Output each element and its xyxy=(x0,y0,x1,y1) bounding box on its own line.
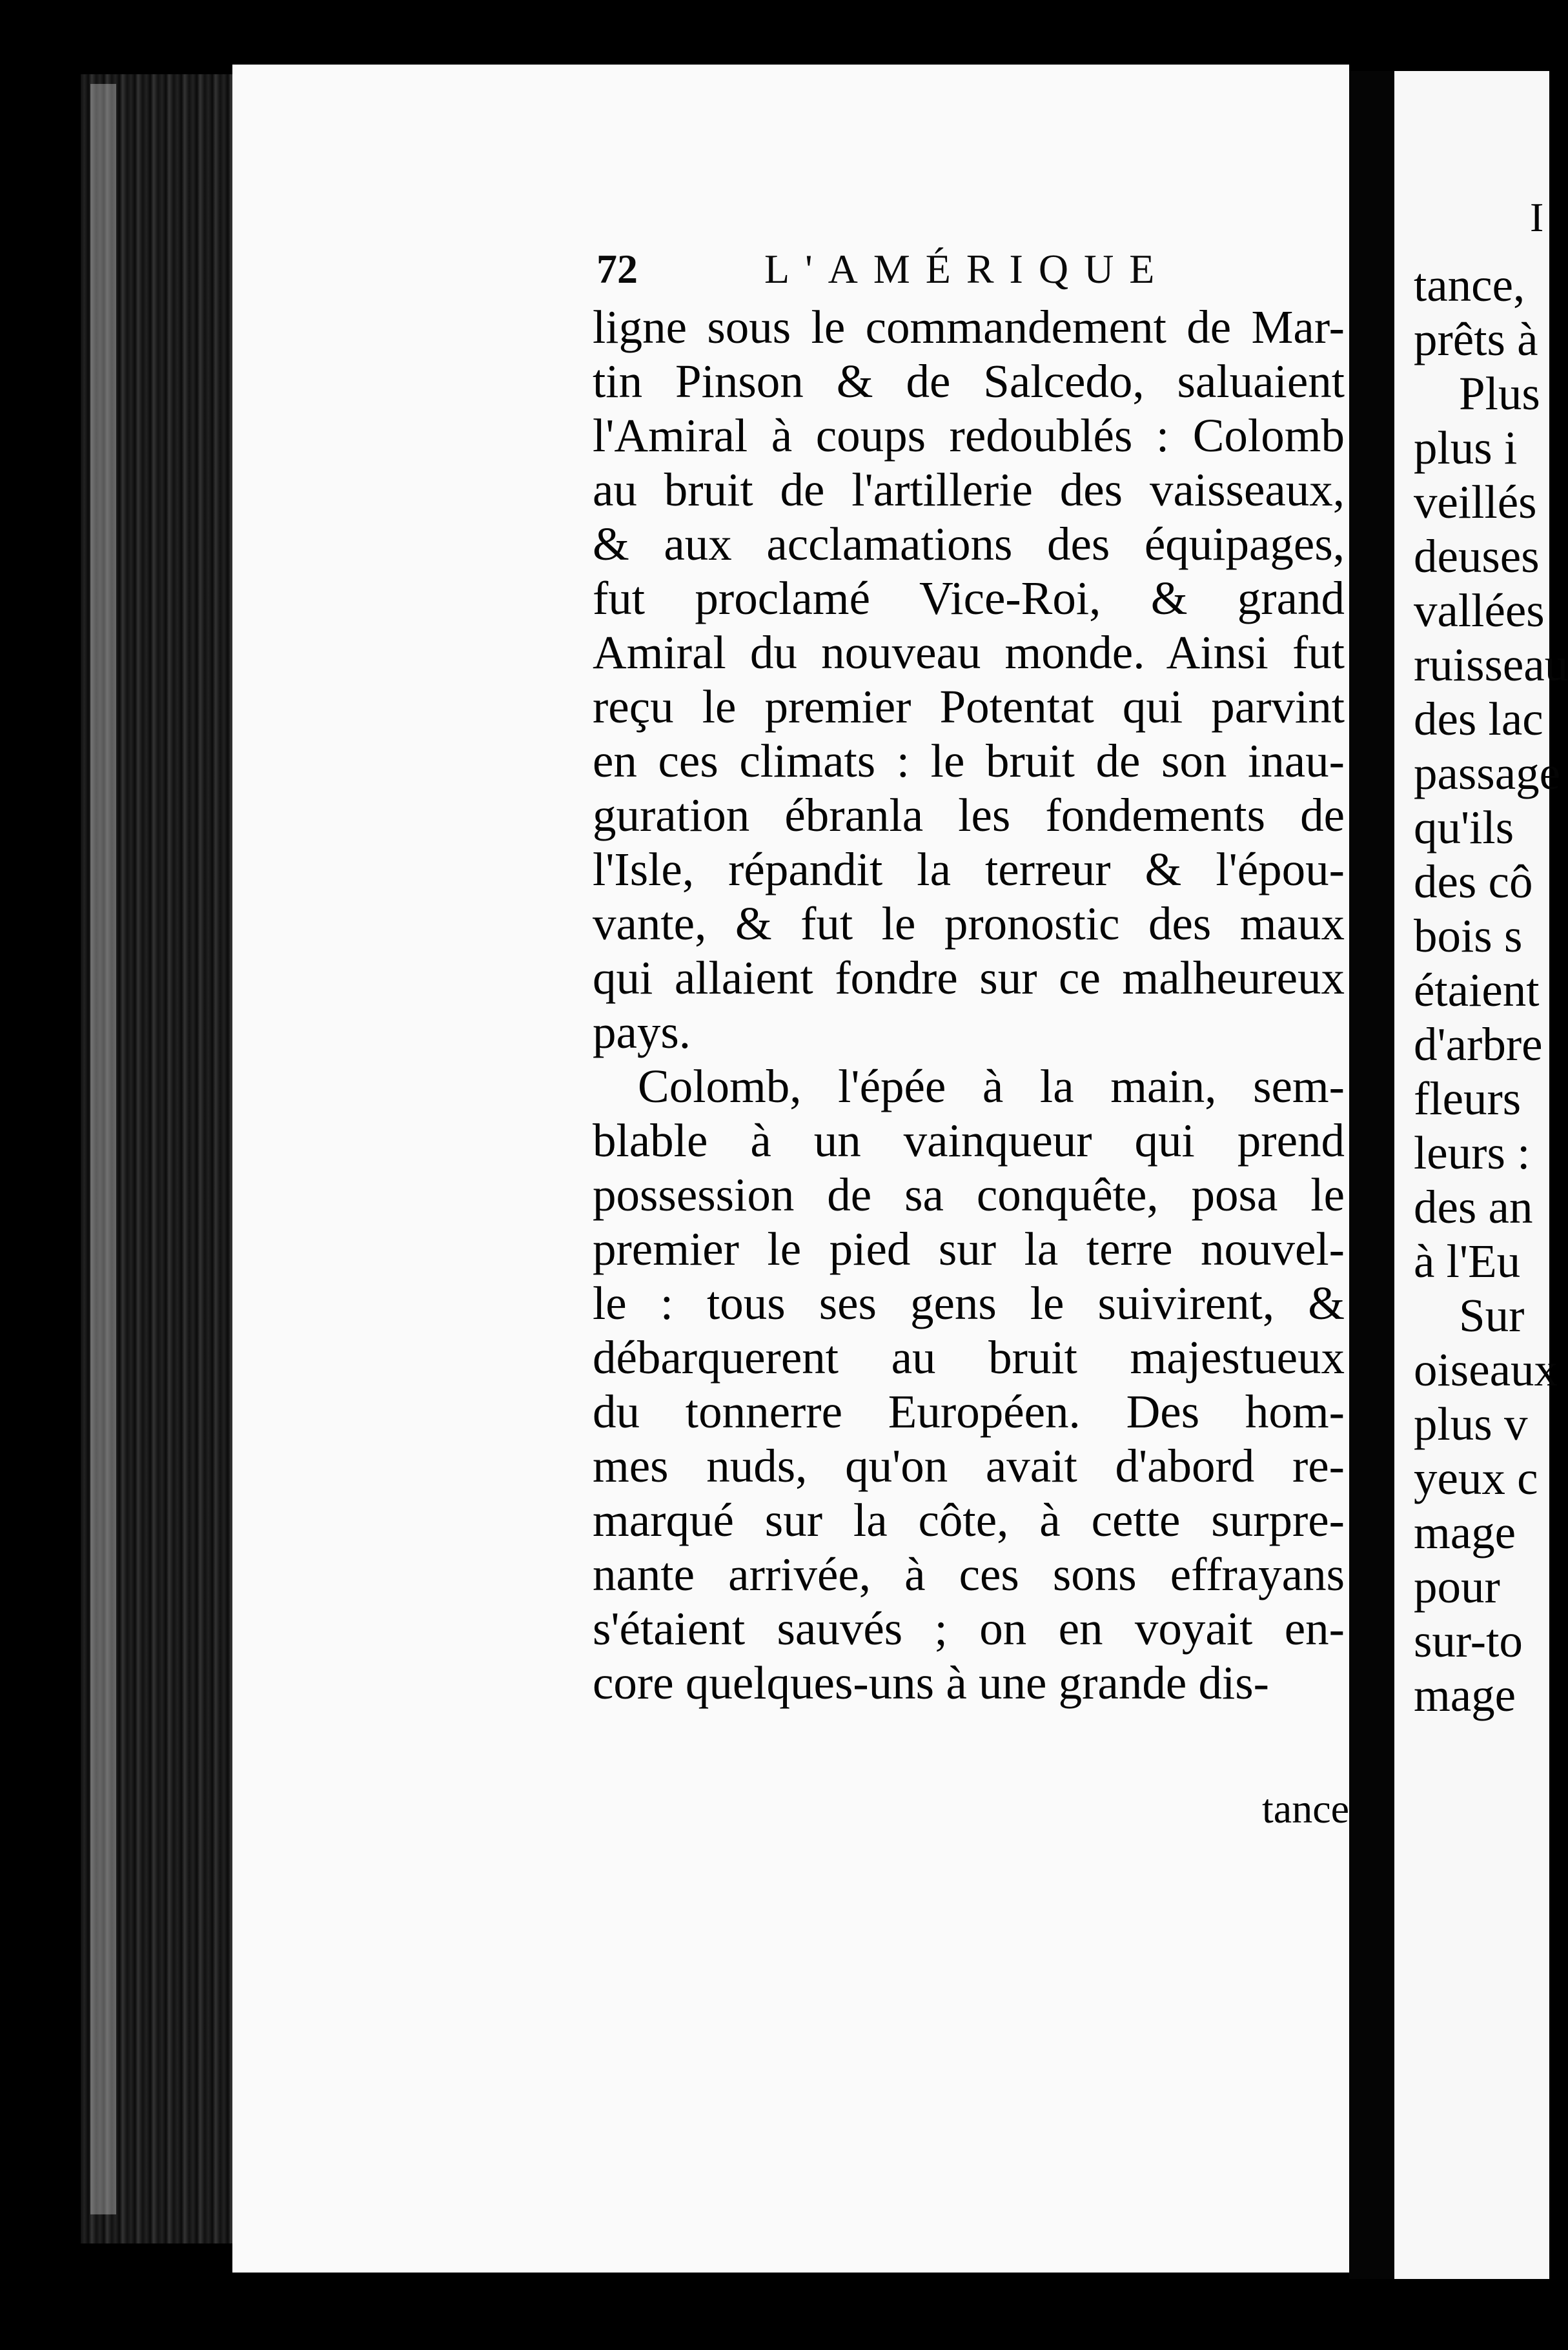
book-gutter xyxy=(1349,71,1394,2279)
right-text-line: tance, xyxy=(1414,259,1525,311)
right-text-line: pour xyxy=(1414,1560,1500,1613)
right-text-line: sur-to xyxy=(1414,1615,1523,1667)
text-line: guration ébranla les fondements de xyxy=(593,789,1345,841)
text-line: marqué sur la côte, à cette surpre- xyxy=(593,1494,1345,1546)
text-line: en ces climats : le bruit de son inau- xyxy=(593,735,1345,787)
text-line: pays. xyxy=(593,1006,691,1058)
text-line: Colomb, l'épée à la main, sem- xyxy=(638,1060,1345,1112)
right-text-line: plus i xyxy=(1414,422,1518,474)
running-head xyxy=(596,242,1339,303)
right-text-line: mage xyxy=(1414,1669,1516,1721)
left-page-text xyxy=(593,300,1345,1710)
page-edge-highlight xyxy=(90,84,116,2214)
right-text-line: à l'Eu xyxy=(1414,1235,1521,1287)
text-line: core quelques-uns à une grande dis- xyxy=(593,1657,1269,1709)
right-text-line: d'arbre xyxy=(1414,1018,1543,1070)
right-text-line: étaient xyxy=(1414,964,1540,1016)
right-text-line: ruisseau xyxy=(1414,639,1568,691)
right-text-line: veillés xyxy=(1414,476,1537,528)
text-line: mes nuds, qu'on avait d'abord re- xyxy=(593,1440,1345,1492)
text-line: débarquerent au bruit majestueux xyxy=(593,1331,1345,1384)
text-line: s'étaient sauvés ; on en voyait en- xyxy=(593,1602,1345,1655)
right-text-line: oiseaux xyxy=(1414,1344,1558,1396)
text-line: Amiral du nouveau monde. Ainsi fut xyxy=(593,626,1345,679)
text-line: nante arrivée, à ces sons effrayans xyxy=(593,1548,1345,1600)
text-line: l'Isle, répandit la terreur & l'épou- xyxy=(593,843,1345,895)
text-line: blable à un vainqueur qui prend xyxy=(593,1114,1345,1167)
text-line: possession de sa conquête, posa le xyxy=(593,1169,1345,1221)
text-line: qui allaient fondre sur ce malheureux xyxy=(593,952,1345,1004)
right-text-line: Plus xyxy=(1459,367,1540,420)
text-line: vante, & fut le pronostic des maux xyxy=(593,897,1345,950)
right-text-line: passage xyxy=(1414,747,1561,799)
right-text-line: des lac xyxy=(1414,693,1543,745)
text-line: du tonnerre Européen. Des hom- xyxy=(593,1385,1345,1438)
right-text-line: deuses xyxy=(1414,530,1540,582)
text-line: l'Amiral à coups redoublés : Colomb xyxy=(593,409,1345,462)
right-page-header-fragment: I xyxy=(1530,194,1544,240)
right-text-line: vallées xyxy=(1414,584,1545,637)
text-line: au bruit de l'artillerie des vaisseaux, xyxy=(593,464,1345,516)
text-line: fut proclamé Vice-Roi, & grand xyxy=(593,572,1345,624)
text-line: premier le pied sur la terre nouvel- xyxy=(593,1223,1345,1275)
text-line: ligne sous le commandement de Mar- xyxy=(593,301,1345,353)
right-text-line: yeux c xyxy=(1414,1452,1538,1504)
right-text-line: plus v xyxy=(1414,1398,1528,1450)
right-text-line: Sur xyxy=(1459,1289,1525,1342)
right-page-text xyxy=(1414,258,1568,1722)
right-text-line: leurs : xyxy=(1414,1127,1531,1179)
right-text-line: des cô xyxy=(1414,855,1533,908)
right-text-line: prêts à xyxy=(1414,313,1538,365)
running-title: L'AMÉRIQUE xyxy=(764,246,1170,292)
right-text-line: fleurs xyxy=(1414,1072,1522,1125)
page-number: 72 xyxy=(596,246,638,292)
right-text-line: mage xyxy=(1414,1506,1516,1558)
text-line: le : tous ses gens le suivirent, & xyxy=(593,1277,1345,1329)
text-line: reçu le premier Potentat qui parvint xyxy=(593,680,1345,733)
text-line: & aux acclamations des équipages, xyxy=(593,518,1345,570)
right-text-line: des an xyxy=(1414,1181,1533,1233)
right-text-line: qu'ils xyxy=(1414,801,1514,853)
catchword: tance xyxy=(1262,1786,1349,1832)
right-text-line: bois s xyxy=(1414,910,1523,962)
text-line: tin Pinson & de Salcedo, saluaient xyxy=(593,355,1345,407)
